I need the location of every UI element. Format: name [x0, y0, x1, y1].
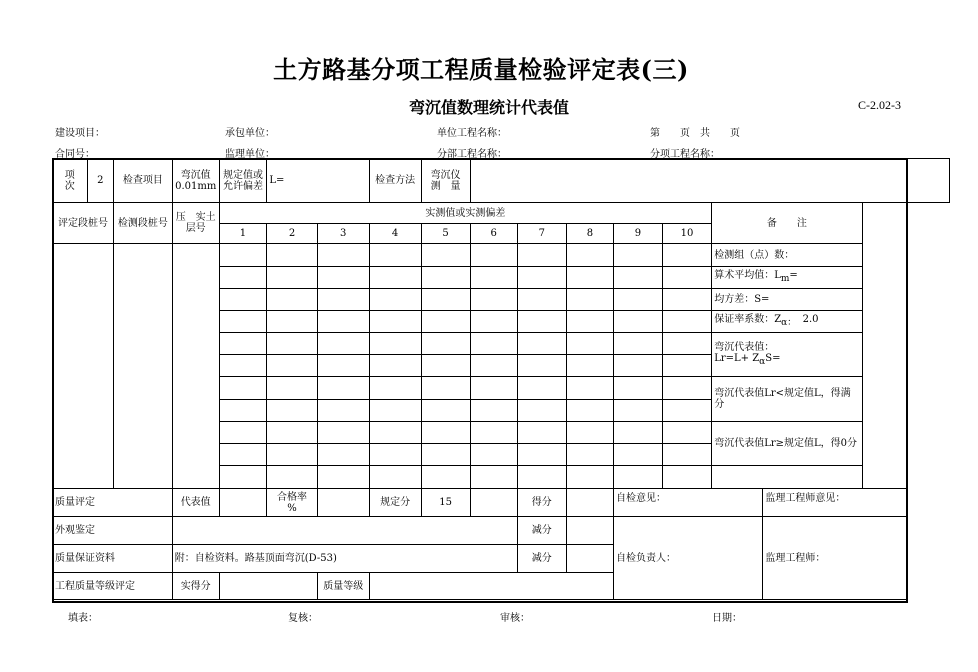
- self-check-person: 自检负责人：: [614, 517, 763, 600]
- deduct-label-2: 减分: [517, 545, 566, 573]
- note-coef-prefix: 保证率系数：Z: [714, 314, 782, 325]
- note-mean-sub: m: [780, 274, 790, 284]
- supervisor-engineer: 监理工程师：: [763, 517, 906, 600]
- item-no-label: 项 次: [53, 159, 88, 203]
- measured-label: 实测值或实测偏差: [219, 203, 712, 224]
- segment-label: 检测段桩号: [114, 203, 173, 244]
- appearance-label: 外观鉴定: [53, 517, 173, 545]
- actual-score-label: 实得分: [172, 573, 219, 600]
- qa-data-label: 质量保证资料: [53, 545, 173, 573]
- deduct-label-1: 减分: [517, 517, 566, 545]
- item-no-value: 2: [87, 159, 113, 203]
- qa-attach: 附：自检资料。路基顶面弯沉(D-53): [172, 545, 517, 573]
- check-item-label: 检查项目: [114, 159, 173, 203]
- form-code: C-2.02-3: [858, 98, 901, 112]
- column-number-1: 1: [219, 224, 267, 244]
- note-mean-suffix: =: [789, 270, 798, 281]
- method-label: 检查方法: [369, 159, 421, 203]
- page-subtitle: 弯沉值数理统计代表值: [408, 98, 569, 117]
- page-title: 土方路基分项工程质量检验评定表(三): [273, 55, 689, 84]
- tolerance-value: L=: [267, 159, 369, 203]
- contract-no-label: 合同号：: [55, 149, 95, 160]
- specified-score-value: 15: [421, 489, 470, 517]
- note-rep-line2-end: S=: [765, 352, 781, 364]
- unit-project-label: 单位工程名称：: [437, 128, 507, 139]
- station-label: 评定段桩号: [53, 203, 114, 244]
- column-number-9: 9: [614, 224, 663, 244]
- note-count: 检测组（点）数：: [712, 244, 862, 267]
- note-pass: 弯沉代表值Lr<规定值L，得满分: [712, 377, 862, 422]
- column-number-2: 2: [267, 224, 317, 244]
- division-label: 分部工程名称：: [437, 149, 507, 160]
- column-number-10: 10: [662, 224, 711, 244]
- note-rep-line2-sub: α: [759, 356, 766, 367]
- layer-label: 压 实土层号: [172, 203, 219, 244]
- score-label: 得分: [517, 489, 566, 517]
- supervisor-opinion: 监理工程师意见：: [763, 489, 906, 517]
- note-coef-sub: α：: [781, 318, 797, 328]
- project-label: 建设项目：: [55, 128, 105, 139]
- method-value: 弯沉仪 测 量: [421, 159, 470, 203]
- column-number-8: 8: [566, 224, 613, 244]
- column-number-7: 7: [517, 224, 566, 244]
- quality-grade-label: 质量等级: [317, 573, 369, 600]
- column-number-3: 3: [317, 224, 369, 244]
- note-coef-value: 2.0: [802, 314, 819, 325]
- page-count-label: 第 页 共 页: [650, 128, 740, 139]
- quality-eval-label: 质量评定: [53, 489, 173, 517]
- remarks-label: 备 注: [712, 203, 862, 244]
- note-stddev: 均方差：S=: [712, 289, 862, 311]
- note-rep-line1: 弯沉代表值：: [714, 341, 775, 353]
- subitem-label: 分项工程名称：: [650, 149, 720, 160]
- pass-rate-label: 合格率 %: [267, 489, 317, 517]
- grade-eval-label: 工程质量等级评定: [53, 573, 173, 600]
- audited-by-label: 审核：: [500, 613, 530, 624]
- supervisor-unit-label: 监理单位：: [225, 149, 275, 160]
- column-number-4: 4: [369, 224, 421, 244]
- table-frame: [52, 158, 908, 603]
- check-item-value: 弯沉值 0.01mm: [172, 159, 219, 203]
- specified-score-label: 规定分: [369, 489, 421, 517]
- reviewed-by-label: 复核：: [288, 613, 318, 624]
- note-rep-line2-main: Lr=L+ Z: [714, 352, 760, 364]
- note-mean-prefix: 算术平均值：L: [714, 270, 781, 281]
- self-check-opinion: 自检意见：: [614, 489, 763, 517]
- date-label: 日期：: [712, 613, 742, 624]
- rep-value-label: 代表值: [172, 489, 219, 517]
- column-number-5: 5: [421, 224, 470, 244]
- column-number-6: 6: [470, 224, 517, 244]
- note-fail: 弯沉代表值Lr≥规定值L，得0分: [712, 422, 862, 466]
- tolerance-label: 规定值或允许偏差: [219, 159, 267, 203]
- filled-by-label: 填表：: [68, 613, 98, 624]
- contractor-label: 承包单位：: [225, 128, 275, 139]
